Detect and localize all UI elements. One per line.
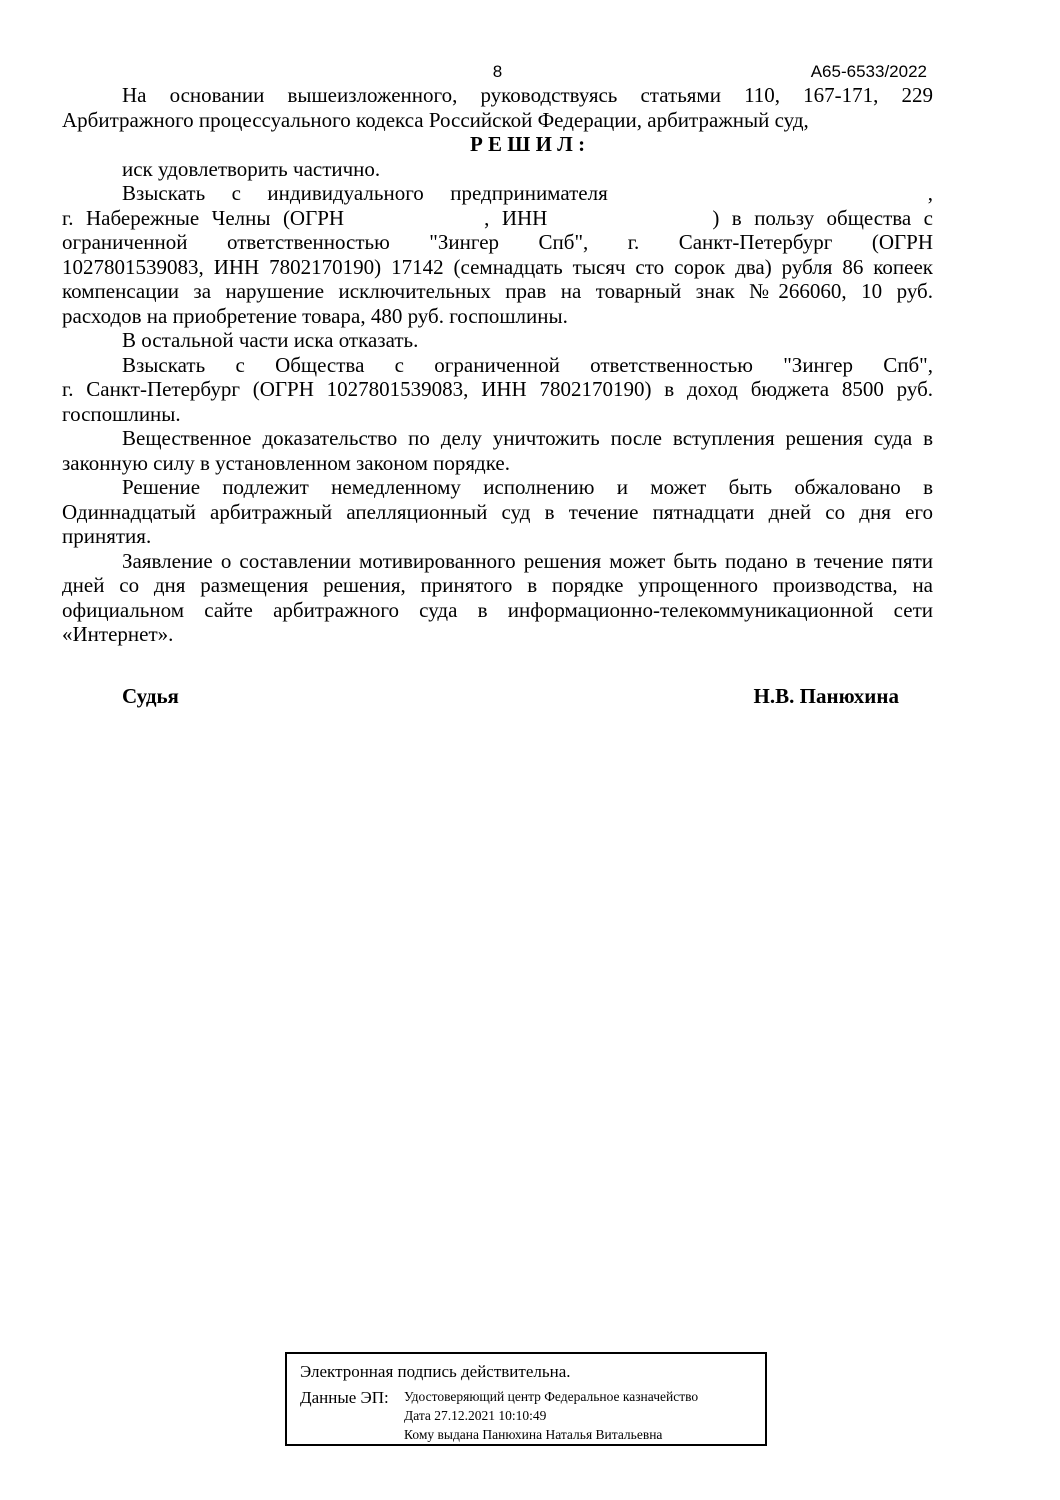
trailing-comma: , [927,181,933,205]
electronic-signature-stamp [285,1352,767,1446]
evidence-destruction-line-2: законную силу в установленном законом порядке. [62,450,510,475]
redacted-name-gap [608,199,928,200]
motivated-decision-line-3: официальном сайте арбитражного суда в информационно-телекоммуникационной сети [62,597,933,622]
recover-from-company-line-3: госпошлины. [62,401,181,426]
stamp-issued-to: Кому выдана Панюхина Наталья Витальевна [404,1427,663,1442]
recover-from-company-line-1: Взыскать с Общества с ограниченной ответственностью "Зингер Спб", [122,352,933,377]
city-ogrn-text: г. Набережные Челны (ОГРН [62,205,345,230]
evidence-destruction-line-1: Вещественное доказательство по делу уничтожить после вступления решения суда в [122,426,933,450]
immediate-execution-line-2: Одиннадцатый арбитражный апелляционный суд в течение пятнадцати дней со дня его [62,499,933,524]
stamp-data-label: Данные ЭП: [300,1388,389,1407]
redacted-ogrn-gap [344,224,484,225]
stamp-validity-line: Электронная подпись действительна. [300,1362,571,1381]
immediate-execution-line-1: Решение подлежит немедленному исполнению и может быть обжаловано в [122,475,933,499]
immediate-execution-line-3: принятия. [62,524,152,548]
motivated-decision-line-4: «Интернет». [62,622,174,646]
recover-from-entrepreneur-line-2 [62,206,933,231]
page-number: 8 [492,62,503,81]
resolution-heading: Р Е Ш И Л : [469,132,586,156]
paragraph-intro-line-1: На основании вышеизложенного, руководствуясь статьями 110, 167-171, 229 [122,83,933,107]
recover-from-entrepreneur-line-5: компенсации за нарушение исключительных прав на товарный знак №266060, 10 руб. [62,279,933,303]
in-favor-of-text: ) в пользу общества с [712,205,934,230]
recover-from-company-line-2: г. Санкт-Петербург (ОГРН 1027801539083, ИНН 7802170190) в доход бюджета 8500 руб. [62,377,933,401]
redacted-inn-gap [547,224,712,225]
motivated-decision-line-2: дней со дня размещения решения, принятого в порядке упрощенного производства, на [62,573,933,597]
recover-from-entrepreneur-line-4: 1027801539083, ИНН 7802170190) 17142 (семнадцать тысяч сто сорок два) рубля 86 копеек [62,254,933,279]
paragraph-intro-line-2: Арбитражного процессуального кодекса Российской Федерации, арбитражный суд, [62,107,809,132]
stamp-details [404,1387,698,1444]
claim-partially-satisfied-line: иск удовлетворить частично. [122,156,381,181]
case-number: А65-6533/2022 [810,62,927,81]
signature-row [62,684,933,709]
stamp-date: Дата 27.12.2021 10:10:49 [404,1408,547,1423]
judge-label: Судья [122,684,179,708]
recover-text: Взыскать с индивидуального предпринимателя [122,181,608,205]
recover-from-entrepreneur-line-3: ограниченной ответственностью "Зингер Спб", г. Санкт-Петербург (ОГРН [62,230,933,254]
inn-label: , ИНН [484,205,548,230]
recover-from-entrepreneur-line-1 [62,181,933,206]
decision-text [62,83,933,647]
judge-name: Н.В. Панюхина [753,684,899,708]
stamp-data-row [300,1387,757,1444]
motivated-decision-line-1: Заявление о составлении мотивированного решения может быть подано в течение пяти [122,548,933,573]
stamp-certifying-center: Удостоверяющий центр Федеральное казначейство [404,1389,699,1404]
recover-from-entrepreneur-line-6: расходов на приобретение товара, 480 руб. госпошлины. [62,303,568,328]
claim-rest-denied-line: В остальной части иска отказать. [122,328,419,352]
page-header [62,62,933,82]
